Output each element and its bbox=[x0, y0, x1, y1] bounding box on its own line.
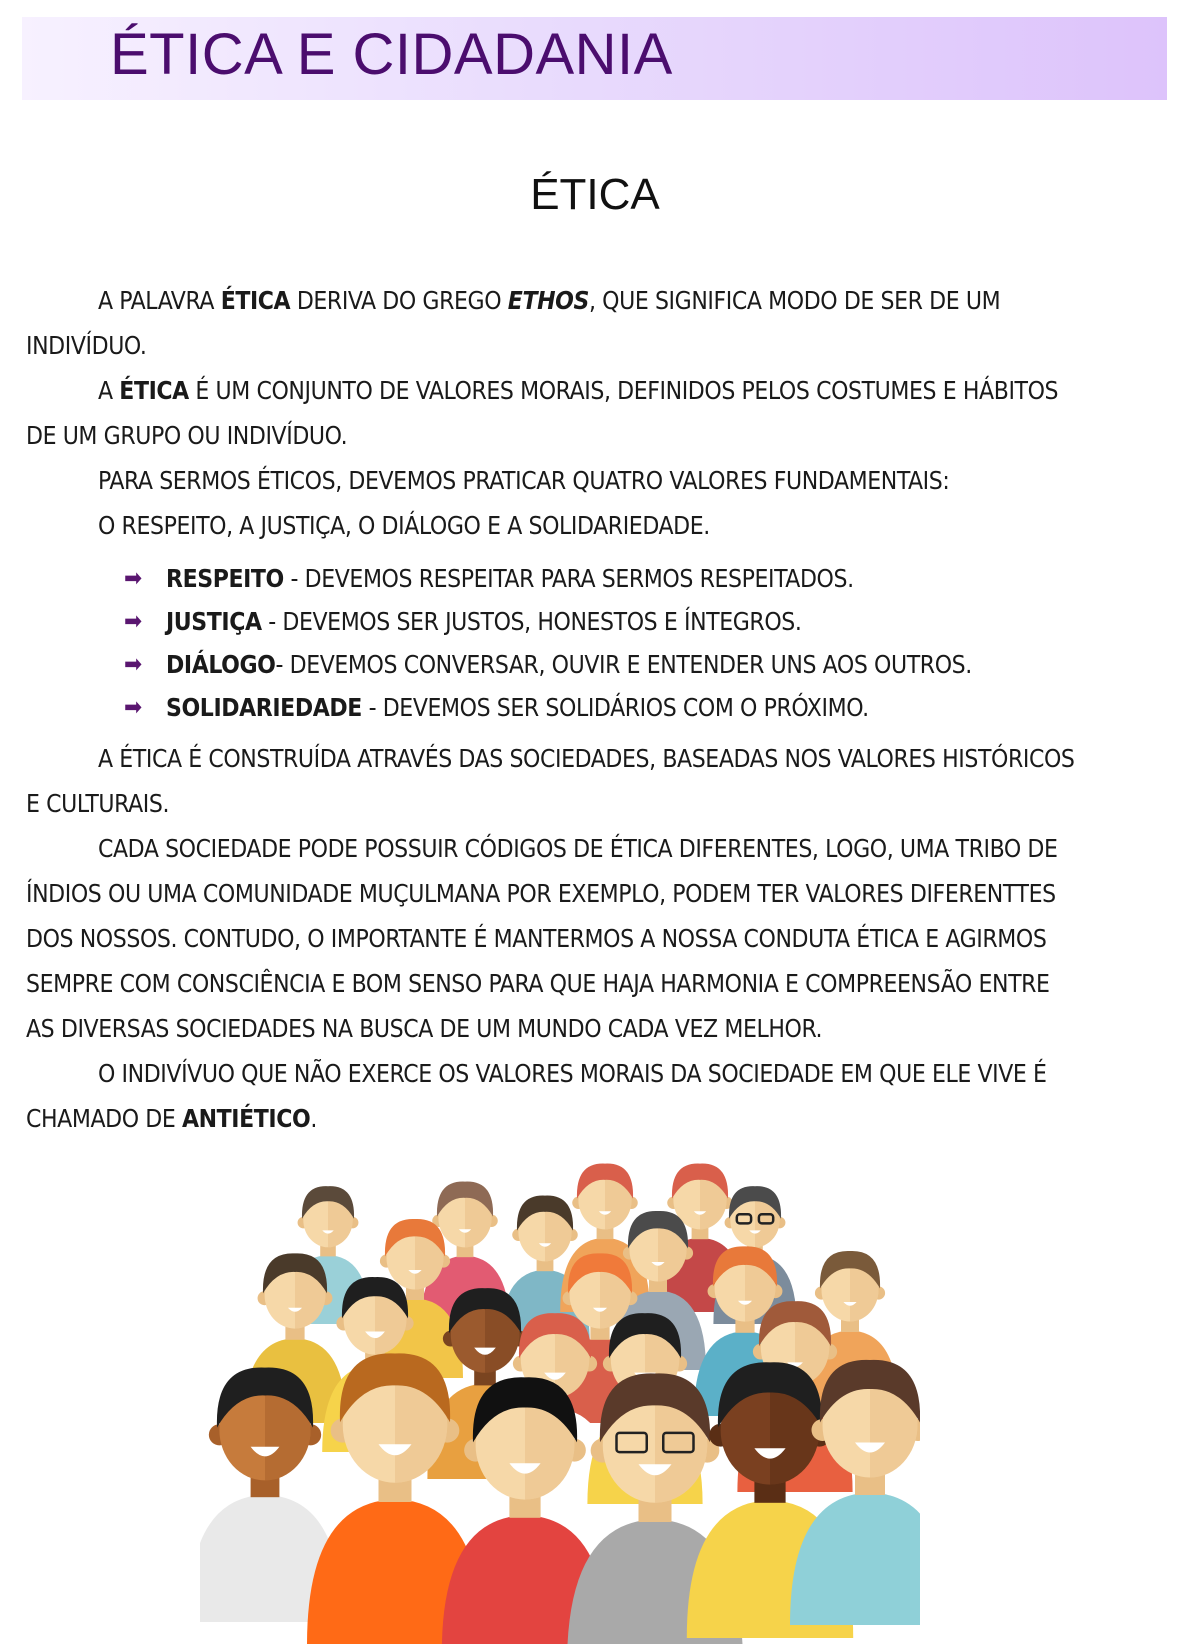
text-run: . bbox=[310, 1104, 317, 1133]
body-text bbox=[26, 278, 1176, 1141]
value-term: DIÁLOGO bbox=[166, 650, 276, 679]
paragraph-5-line-3: DOS NOSSOS. CONTUDO, O IMPORTANTE É MANTERMOS A NOSSA CONDUTA ÉTICA E AGIRMOS bbox=[26, 924, 1047, 953]
values-list bbox=[26, 556, 1176, 728]
value-description: - DEVEMOS RESPEITAR PARA SERMOS RESPEITADOS. bbox=[283, 564, 854, 593]
header-banner bbox=[22, 17, 1167, 100]
bold-term: ANTIÉTICO bbox=[181, 1104, 311, 1133]
paragraph-3-line-2: O RESPEITO, A JUSTIÇA, O DIÁLOGO E A SOLIDARIEDADE. bbox=[98, 511, 710, 540]
value-description: - DEVEMOS SER JUSTOS, HONESTOS E ÍNTEGROS. bbox=[261, 607, 802, 636]
value-term: SOLIDARIEDADE bbox=[166, 693, 362, 722]
list-item bbox=[26, 599, 1176, 642]
paragraph-6-line-1: O INDIVÍVUO QUE NÃO EXERCE OS VALORES MORAIS DA SOCIEDADE EM QUE ELE VIVE É bbox=[98, 1059, 1047, 1088]
arrow-right-icon: ➡ bbox=[124, 693, 142, 721]
paragraph-6-line-2 bbox=[26, 1096, 1176, 1141]
crowd-of-people-illustration bbox=[200, 1160, 920, 1644]
list-item bbox=[26, 642, 1176, 685]
paragraph-4-line-2: E CULTURAIS. bbox=[26, 789, 170, 818]
italic-term: ETHOS bbox=[507, 286, 589, 315]
list-item bbox=[26, 556, 1176, 599]
paragraph-5-line-1: CADA SOCIEDADE PODE POSSUIR CÓDIGOS DE ÉTICA DIFERENTES, LOGO, UMA TRIBO DE bbox=[98, 834, 1058, 863]
text-run: , QUE SIGNIFICA MODO DE SER DE UM bbox=[588, 286, 1001, 315]
paragraph-2-line-2: DE UM GRUPO OU INDIVÍDUO. bbox=[26, 421, 348, 450]
list-item bbox=[26, 685, 1176, 728]
text-run: A bbox=[98, 376, 120, 405]
value-description: - DEVEMOS SER SOLIDÁRIOS COM O PRÓXIMO. bbox=[361, 693, 869, 722]
value-term: JUSTIÇA bbox=[166, 607, 262, 636]
value-term: RESPEITO bbox=[166, 564, 284, 593]
bold-term: ÉTICA bbox=[220, 286, 291, 315]
arrow-right-icon: ➡ bbox=[124, 564, 142, 592]
paragraph-2-line-1 bbox=[26, 368, 1176, 413]
bold-term: ÉTICA bbox=[119, 376, 189, 405]
text-run: DERIVA DO GREGO bbox=[290, 286, 508, 315]
value-description: - DEVEMOS CONVERSAR, OUVIR E ENTENDER UNS AOS OUTROS. bbox=[275, 650, 972, 679]
paragraph-5-line-2: ÍNDIOS OU UMA COMUNIDADE MUÇULMANA POR EXEMPLO, PODEM TER VALORES DIFERENTTES bbox=[26, 879, 1056, 908]
arrow-right-icon: ➡ bbox=[124, 607, 142, 635]
arrow-right-icon: ➡ bbox=[124, 650, 142, 678]
paragraph-5-line-5: AS DIVERSAS SOCIEDADES NA BUSCA DE UM MUNDO CADA VEZ MELHOR. bbox=[26, 1014, 823, 1043]
text-run: É UM CONJUNTO DE VALORES MORAIS, DEFINIDOS PELOS COSTUMES E HÁBITOS bbox=[188, 376, 1059, 405]
paragraph-1-line-1 bbox=[26, 278, 1176, 323]
text-run: A PALAVRA bbox=[98, 286, 221, 315]
paragraph-3-line-1: PARA SERMOS ÉTICOS, DEVEMOS PRATICAR QUATRO VALORES FUNDAMENTAIS: bbox=[98, 466, 950, 495]
section-title: ÉTICA bbox=[530, 170, 660, 219]
paragraph-4-line-1: A ÉTICA É CONSTRUÍDA ATRAVÉS DAS SOCIEDADES, BASEADAS NOS VALORES HISTÓRICOS bbox=[98, 744, 1075, 773]
document-title: ÉTICA E CIDADANIA bbox=[110, 22, 673, 87]
text-run: CHAMADO DE bbox=[26, 1104, 182, 1133]
paragraph-1-line-2: INDIVÍDUO. bbox=[26, 331, 147, 360]
paragraph-5-line-4: SEMPRE COM CONSCIÊNCIA E BOM SENSO PARA QUE HAJA HARMONIA E COMPREENSÃO ENTRE bbox=[26, 969, 1050, 998]
